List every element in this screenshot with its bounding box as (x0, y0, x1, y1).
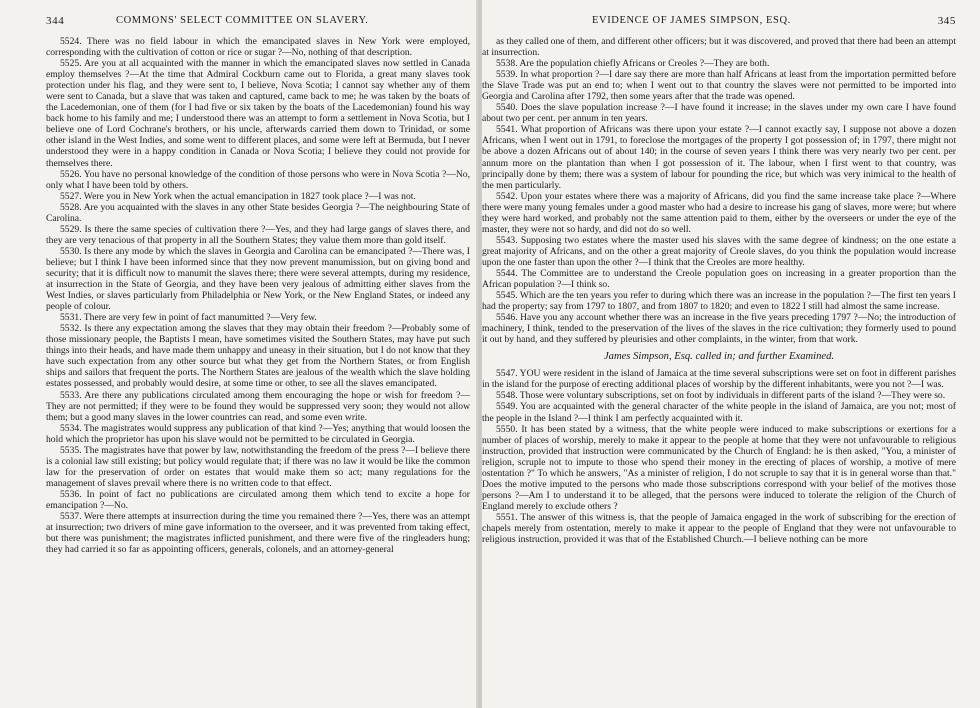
evidence-paragraph: 5535. The magistrates have that power by law, notwithstanding the freedom of the press ?—I believe there is a colonial law still existing; but policy would regulate that; if there was no law it would be like the common law for the preservation of order on estates that would make them so act; many regulations for the management of slaves prevail where there is no written code to that effect. (46, 444, 470, 489)
evidence-paragraph: 5530. Is there any mode by which the slaves in Georgia and Carolina can be emancipated ?—There was, I believe; but I think I have been informed since that they now prevent manumission, but on giving bond and security; that it is difficult now to manumit the slaves there; there were several attempts, during my residence, at insurrection in the State of Georgia, and they have been very jealous of admitting either slaves from the West Indies, or slaves particularly from Philadelphia or New York, or the New England States, or indeed any people of colour. (46, 245, 470, 313)
left-page-body (46, 36, 470, 555)
evidence-paragraph: 5543. Supposing two estates where the master used his slaves with the same degree of kindness; on the one estate a great majority of Africans, and on the other a great majority of Creole slaves, do you think the population would increase upon the one faster than upon the other ?—I think that the Creoles are more healthy. (482, 234, 956, 268)
left-running-head (46, 12, 470, 30)
right-page (482, 0, 980, 708)
left-page-number: 344 (46, 15, 65, 27)
evidence-paragraph: 5539. In what proportion ?—I dare say there are more than half Africans at least from the importation permitted before the Slave Trade was put an end to; when I went out to that country the slaves were not permitted to be imported into Georgia and Carolina after 1792, then some years after that the trade was opened. (482, 69, 956, 103)
right-page-body (482, 36, 956, 545)
evidence-paragraph: as they called one of them, and different other officers; but it was discovered, and proved that there had been an attempt at insurrection. (482, 36, 956, 59)
evidence-paragraph: 5525. Are you at all acquainted with the manner in which the emancipated slaves now settled in Canada employ themselves ?—At the time that Admiral Cockburn came out to Florida, a great many slaves took protection under his flag, and they were sent to, I believe, Nova Scotia; I cannot say whether any of them were sent to Canada, but a slave that was taken and captured, came back to me; he was taken by the boats of the Lacedemonian, one of them (for I had five or six taken by the boats of the Lacedemonian) found his way back home to his family and me; I understood there was an attempt to form a settlement in Nova Scotia, but I believe one of Lord Cochrane's brothers, or his uncle, afterwards carried them down to Trinidad, or some other island in the West Indies, and some went to different places, and some were left at Bermuda, but I never understood they were in a happy condition in Canada or Nova Scotia; I believe they could not provide for themselves there. (46, 58, 470, 169)
evidence-paragraph: 5529. Is there the same species of cultivation there ?—Yes, and they had large gangs of slaves there, and they are very tenacious of that property in all the Southern States; they value them more than gold itself. (46, 223, 470, 246)
evidence-paragraph: 5528. Are you acquainted with the slaves in any other State besides Georgia ?—The neighbouring State of Carolina. (46, 201, 470, 224)
evidence-paragraph: 5547. YOU were resident in the island of Jamaica at the time several subscriptions were set on foot in different parishes in the island for the purpose of erecting additional places of worship by the different inhabitants, were you not ?—I was. (482, 368, 956, 391)
evidence-paragraph: 5534. The magistrates would suppress any publication of that kind ?—Yes; anything that would loosen the hold which the proprietor has upon his slave would not be permitted to be circulated in Georgia. (46, 422, 470, 445)
evidence-paragraph: 5548. Those were voluntary subscriptions, set on foot by individuals in different parts of the island ?—They were so. (496, 390, 946, 402)
evidence-paragraph: 5550. It has been stated by a witness, that the white people were induced to make subscriptions or exertions for a number of places of worship, merely to make it appear to the people at home that they were not unfavourable to religious instruction, provided that instruction were communicated by the Church of England: he is then asked, "You, a minister of religion, scruple not to impute to those who spend their money in the erecting of places of worship, a motive of mere ostentation ?" To which he answers, "As a minister of religion, I do not scruple to say that it is in general worse than that." Does the motive imputed to the persons who made those subscriptions correspond with your belief of the motives those persons ?—Am I to understand it to be alleged, that the persons were induced to tolerate the religion of the Church of England merely to exclude others ? (482, 423, 956, 512)
evidence-paragraph: 5538. Are the population chiefly Africans or Creoles ?—They are both. (496, 58, 770, 70)
left-running-title: COMMONS' SELECT COMMITTEE ON SLAVERY. (116, 15, 369, 26)
evidence-paragraph: 5541. What proportion of Africans was there upon your estate ?—I cannot exactly say, I suppose not above a dozen Africans, when I went out in 1791, to foreclose the mortgages of the property I got possession of; in 1797, there might not be above a dozen Africans out of about 140; in the course of seven years I think there was very nearly two per cent. per annum more on the plantation than when I got possession of it. The labour, when I first went to that country, was principally done by them; there was a system of labour for pounding the rice, but which was very inimical to the health of the men particularly. (482, 124, 956, 191)
evidence-paragraph: 5549. You are acquainted with the general character of the white people in the island of Jamaica, are you not; most of the people in the Island ?—I think I am perfectly acquainted with it. (482, 401, 956, 424)
right-page-number: 345 (937, 15, 956, 27)
evidence-paragraph: 5542. Upon your estates where there was a majority of Africans, did you find the same increase take place ?—Where there were many young females under a good master who had a desire to increase his gang of slaves, more were; but where they were hard worked, and probably not the same attention paid to them, either by the overseers or under the eye of the master, they were not so hardy, and did not do so well. (482, 190, 956, 235)
right-running-title: EVIDENCE OF JAMES SIMPSON, ESQ. (592, 15, 791, 26)
evidence-paragraph: 5532. Is there any expectation among the slaves that they may obtain their freedom ?—Probably some of those missionary people, the Baptists I mean, have sometimes visited the Southern States, may have put such things into their heads, and have made them unhappy and uneasy in their situation, but I do not know that they have such expectation from any other source but what they get from the Northern States, or from English ships and sailors that frequent the ports. The Northern States are jealous of the wealth which the slave holding estates possessed, and probably would desire, at some time or other, to see all the slaves emancipated. (46, 323, 470, 390)
evidence-paragraph: 5551. The answer of this witness is, that the people of Jamaica engaged in the work of subscribing for the erection of chapels merely from ostentation, merely to make it appear to the people of England that they were not unfavourable to religious instruction, provided it was that of the Established Church.—I believe nothing can be more (482, 511, 956, 546)
evidence-paragraph: 5531. There are very few in point of fact manumitted ?—Very few. (60, 312, 317, 324)
right-running-head (482, 12, 956, 30)
evidence-paragraph: 5546. Have you any account whether there was an increase in the five years preceding 1797 ?—No; the introduction of machinery, I think, tended to the preservation of the lives of the slaves in the rice cultivation; they formerly used to pound it out by hand, and they suffered by pleurisies and other complaints, in the winter, from that work. (482, 312, 956, 346)
witness-section-heading: James Simpson, Esq. called in; and further Examined. (603, 351, 835, 363)
evidence-paragraph: 5540. Does the slave population increase ?—I have found it increase; in the slaves under my own care I have found about two per cent. per annum in ten years. (482, 102, 956, 125)
left-page (0, 0, 478, 708)
evidence-paragraph: 5533. Are there any publications circulated among them encouraging the hope or wish for freedom ?—They are not permitted; if they were to be found they would be suppressed very soon; they would not allow them; but a good many slaves in the lower countries can read, and some even write. (46, 389, 470, 423)
evidence-paragraph: 5537. Were there attempts at insurrection during the time you remained there ?—Yes, there was an attempt at insurrection; two drivers of mine gave information to the overseer, and it was prevented from taking effect, but there was punishment; the magistrates inflicted punishment, and there were five of the ringleaders hung; they had carried it so far as appointing officers, generals, colonels, and an attorney-general (46, 511, 470, 556)
evidence-paragraph: 5526. You have no personal knowledge of the condition of those persons who were in Nova Scotia ?—No, only what I have been told by others. (46, 168, 470, 191)
evidence-paragraph: 5527. Were you in New York when the actual emancipation in 1827 took place ?—I was not. (60, 190, 416, 202)
evidence-paragraph: 5545. Which are the ten years you refer to during which there was an increase in the population ?—The first ten years I had the property; say from 1797 to 1807, and from 1807 to 1820; and even to 1822 I still had almost the same increase. (482, 290, 956, 313)
evidence-paragraph: 5524. There was no field labour in which the emancipated slaves in New York were employed, corresponding with the cultivation of cotton or rice or sugar ?—No, nothing of that description. (46, 36, 470, 59)
evidence-paragraph: 5544. The Committee are to understand the Creole population goes on increasing in a greater proportion than the African population ?—I think so. (482, 267, 956, 291)
evidence-paragraph: 5536. In point of fact no publications are circulated among them which tend to excite a hope for emancipation ?—No. (46, 488, 470, 511)
